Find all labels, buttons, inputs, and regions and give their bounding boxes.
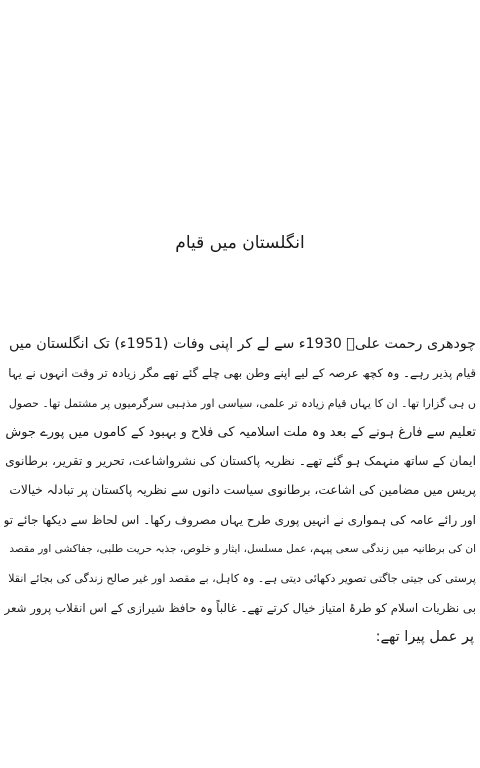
text-line: ں ہی گزارا تھا۔ ان کا یہاں قیام زیادہ تر علمی، سیاسی اور مذہبی سرگرمیوں پر مشتمل تھا۔ حصول	[8, 396, 476, 410]
text-line: بی نظریات اسلام کو طرۂ امتیاز خیال کرتے تھے۔ غالباً وہ حافظ شیرازی کے اس انقلاب پرور شعر	[4, 600, 476, 615]
text-line: ایمان کے ساتھ منہمک ہو گئے تھے۔ نظریہ پاکستان کی نشرواشاعت، تحریر و تقریر، برطانوی	[5, 454, 476, 469]
text-line: تعلیم سے فارغ ہونے کے بعد وہ ملت اسلامیہ کی فلاح و بہبود کے کاموں میں پورے جوش	[5, 424, 476, 440]
text-line: قیام پذیر رہے۔ وہ کچھ عرصہ کے لیے اپنے وطن بھی چلے گئے تھے مگر زیادہ تر وقت انہوں نے یہا	[8, 366, 476, 381]
body-paragraph	[4, 330, 476, 652]
text-line: ان کی برطانیہ میں زندگی سعی پیہم، عمل مسلسل، ایثار و خلوص، جذبہ حریت طلبی، جفاکشی اور مقصد	[9, 543, 476, 556]
text-line: چودھری رحمت علیؒ 1930ء سے لے کر اپنی وفات (1951ء) تک انگلستان میں	[8, 336, 476, 352]
text-line: اور رائے عامہ کی ہمواری نے انہیں پوری طرح یہاں مصروف رکھا۔ اس لحاظ سے دیکھا جائے تو	[4, 512, 476, 527]
text-line: پریس میں مضامین کی اشاعت، برطانوی سیاست دانوں سے نظریہ پاکستان پر تبادلہ خیالات	[9, 483, 476, 498]
section-heading: انگلستان میں قیام	[175, 233, 305, 253]
text-line: پر عمل پیرا تھے:	[375, 628, 474, 645]
text-line: پرستی کی جیتی جاگتی تصویر دکھائی دیتی ہے۔ وہ کاہل، بے مقصد اور غیر صالح زندگی کی بجائے انقلا	[8, 572, 476, 586]
